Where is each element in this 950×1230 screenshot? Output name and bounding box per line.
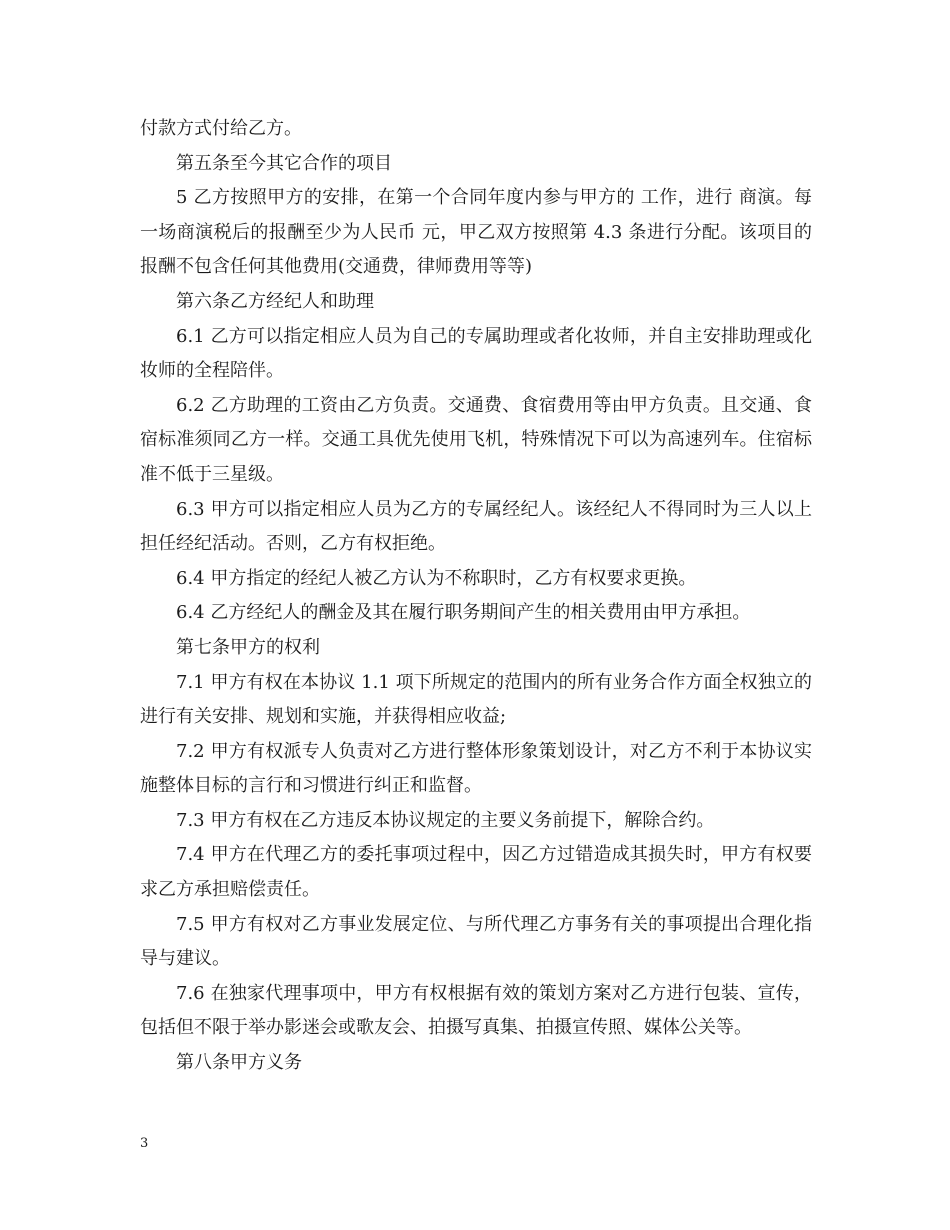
- clause-7-2: 7.2 甲方有权派专人负责对乙方进行整体形象策划设计，对乙方不利于本协议实施整体目标的言行和习惯进行纠正和监督。: [140, 740, 812, 797]
- paragraph-continuation: 付款方式付给乙方。: [140, 118, 302, 139]
- clause-6-1: 6.1 乙方可以指定相应人员为自己的专属助理或者化妆师，并自主安排助理或化妆师的全程陪伴。: [140, 325, 812, 382]
- clause-6-4-b: 6.4 乙方经纪人的酬金及其在履行职务期间产生的相关费用由甲方承担。: [176, 602, 751, 624]
- page-number: 3: [140, 1136, 149, 1151]
- clause-6-4-a: 6.4 甲方指定的经纪人被乙方认为不称职时，乙方有权要求更换。: [176, 567, 697, 589]
- clause-5: 5 乙方按照甲方的安排，在第一个合同年度内参与甲方的 工作，进行 商演。每一场商演税后的报酬至少为人民币 元，甲乙双方按照第 4.3 条进行分配。该项目的报酬不包含任何其他费用(交通费，律师费用等等): [140, 187, 812, 278]
- clause-6-3: 6.3 甲方可以指定相应人员为乙方的专属经纪人。该经纪人不得同时为三人以上担任经纪活动。否则，乙方有权拒绝。: [140, 498, 812, 555]
- document-body: [140, 112, 812, 1081]
- article-6-heading: 第六条乙方经纪人和助理: [176, 290, 374, 312]
- clause-7-3: 7.3 甲方有权在乙方违反本协议规定的主要义务前提下，解除合约。: [176, 809, 715, 831]
- article-5-heading: 第五条至今其它合作的项目: [176, 152, 392, 174]
- clause-7-1: 7.1 甲方有权在本协议 1.1 项下所规定的范围内的所有业务合作方面全权独立的进行有关安排、规划和实施，并获得相应收益;: [140, 671, 812, 728]
- article-7-heading: 第七条甲方的权利: [176, 636, 320, 658]
- clause-7-5: 7.5 甲方有权对乙方事业发展定位、与所代理乙方事务有关的事项提出合理化指导与建议。: [140, 913, 812, 970]
- clause-6-2: 6.2 乙方助理的工资由乙方负责。交通费、食宿费用等由甲方负责。且交通、食宿标准须同乙方一样。交通工具优先使用飞机，特殊情况下可以为高速列车。住宿标准不低于三星级。: [140, 394, 812, 485]
- clause-7-6: 7.6 在独家代理事项中，甲方有权根据有效的策划方案对乙方进行包装、宣传，包括但不限于举办影迷会或歌友会、拍摄写真集、拍摄宣传照、媒体公关等。: [140, 982, 812, 1039]
- clause-7-4: 7.4 甲方在代理乙方的委托事项过程中，因乙方过错造成其损失时，甲方有权要求乙方承担赔偿责任。: [140, 844, 812, 901]
- article-8-heading: 第八条甲方义务: [176, 1052, 302, 1074]
